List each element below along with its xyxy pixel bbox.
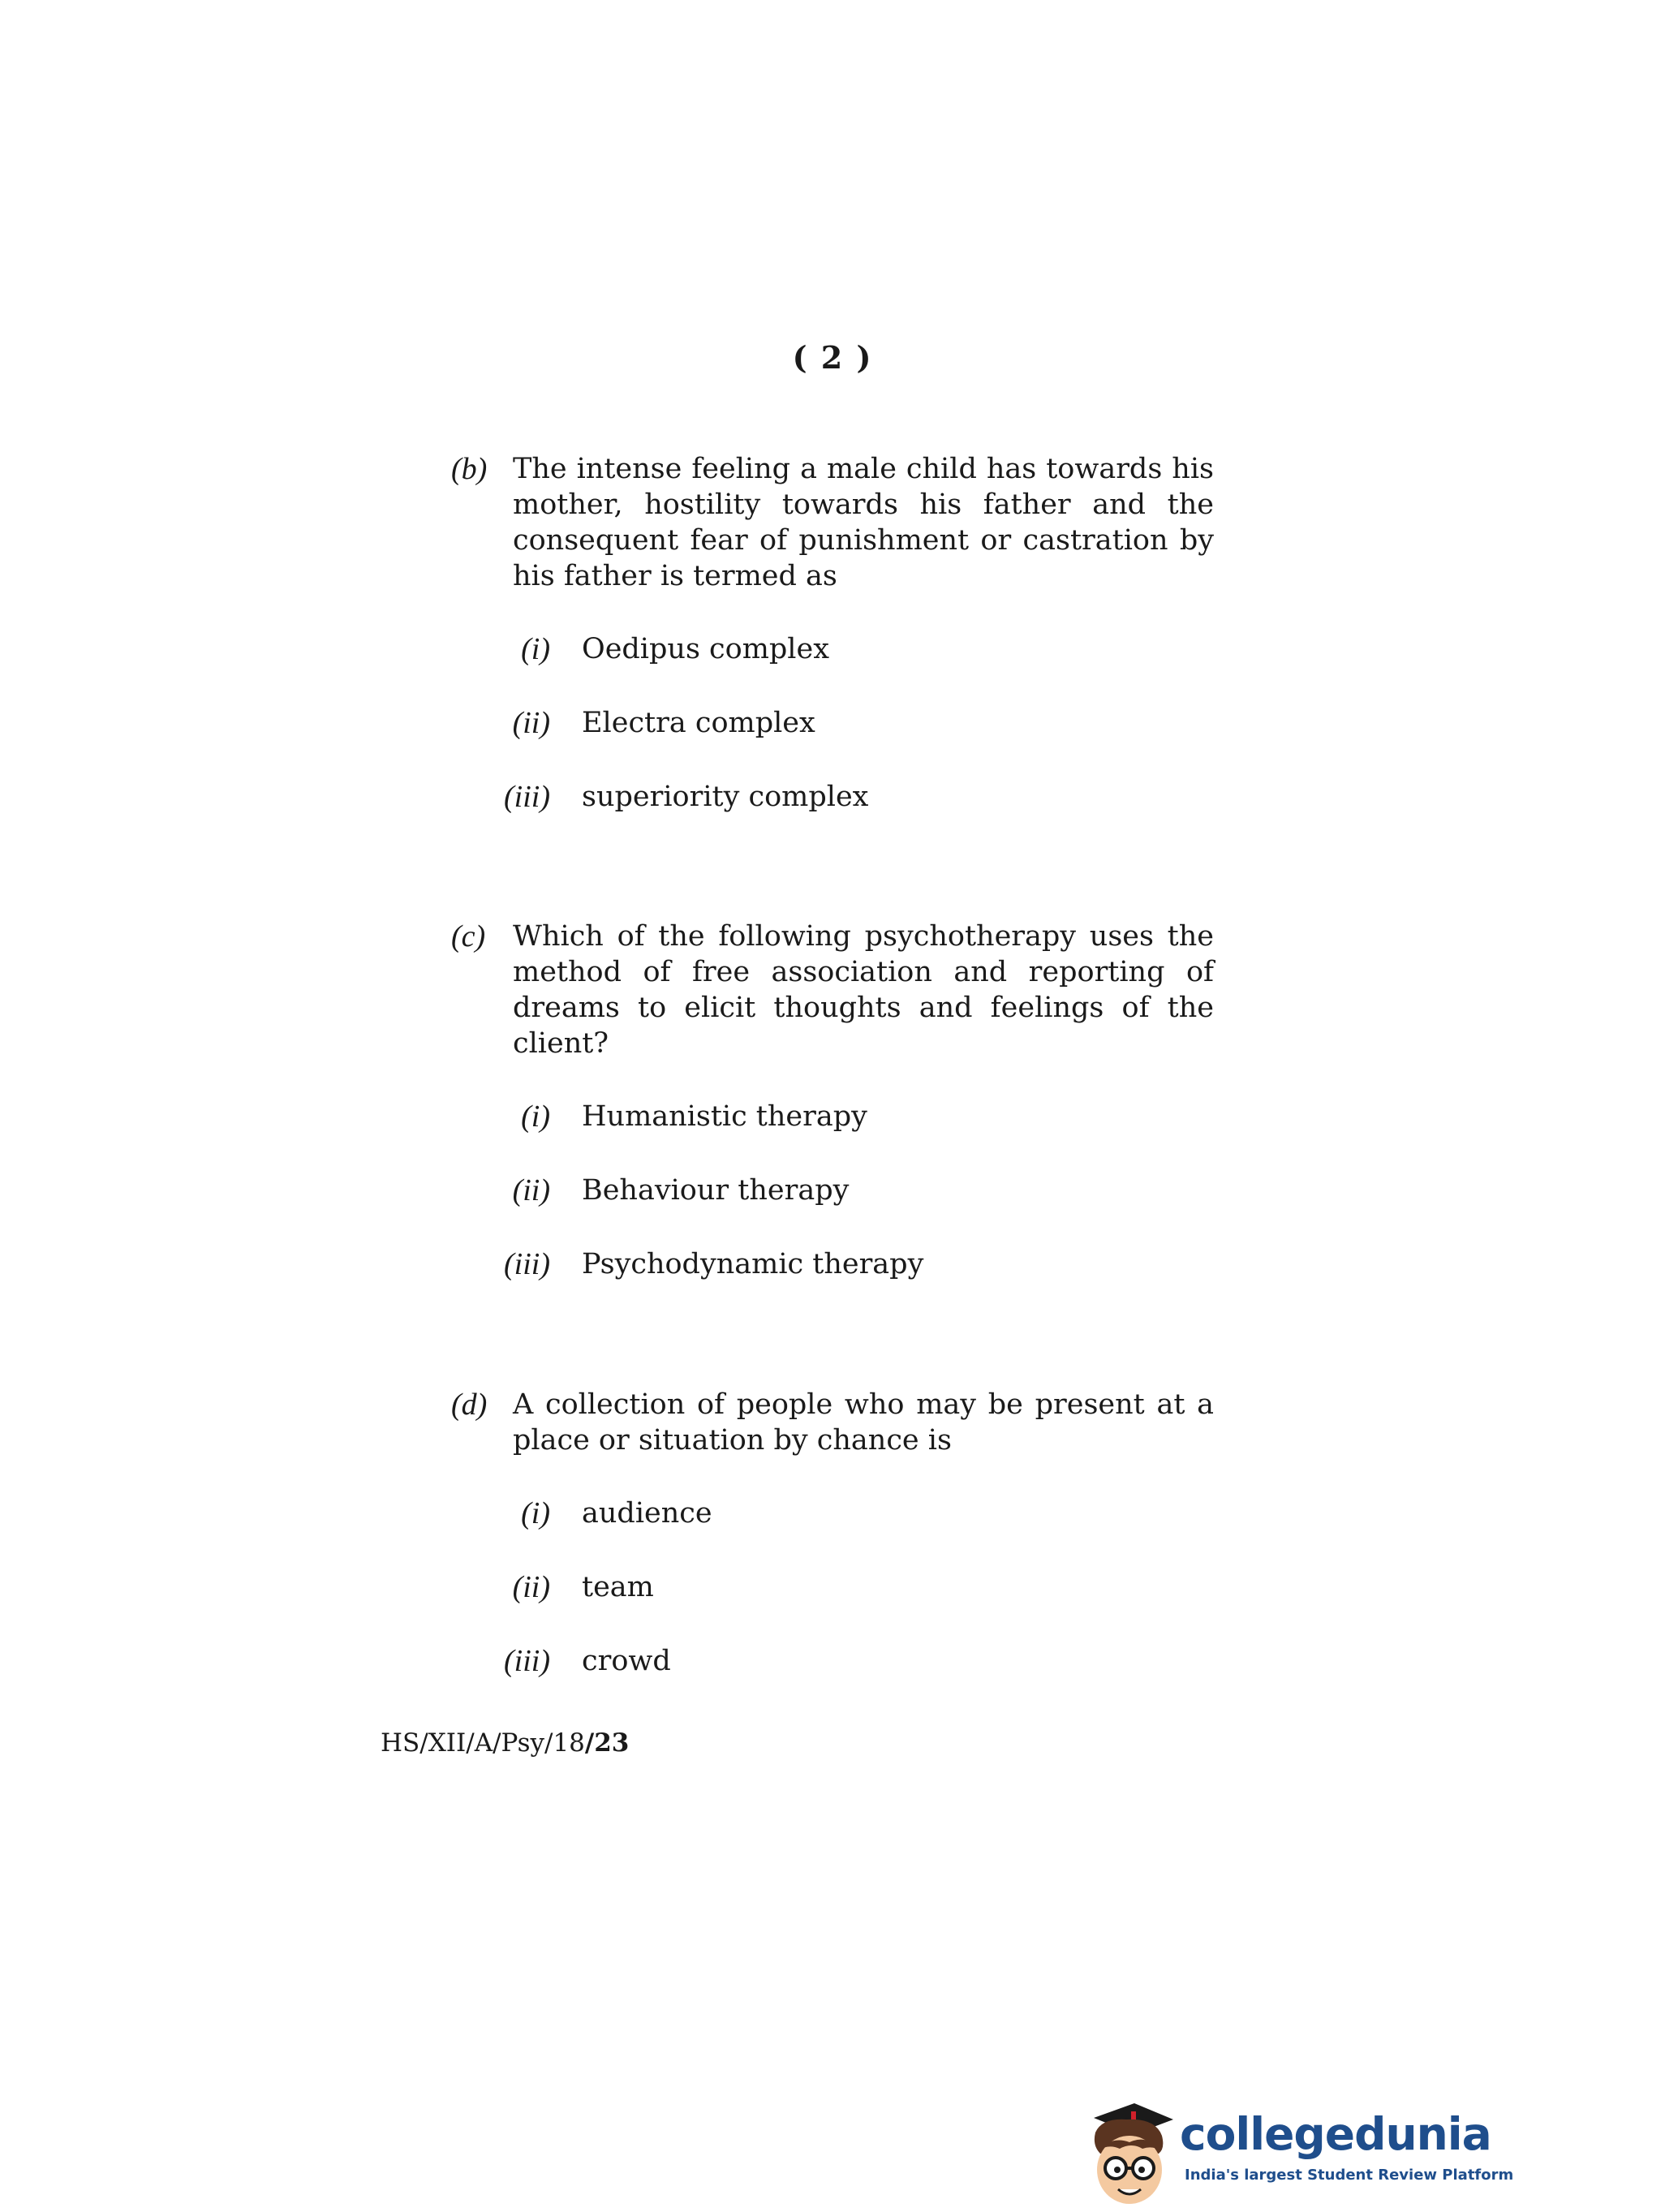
option-label: (ii)	[512, 1173, 550, 1207]
option-label: (i)	[521, 1100, 550, 1134]
option-label: (iii)	[504, 780, 550, 814]
option-text: superiority complex	[582, 781, 869, 813]
option-item	[451, 1246, 1214, 1282]
question-label: (b)	[451, 452, 488, 486]
paper-code	[381, 1728, 629, 1758]
option-text: team	[582, 1571, 654, 1603]
question-d	[451, 1387, 1214, 1679]
paper-code-prefix: HS/XII/A/Psy/18	[381, 1728, 585, 1758]
option-text: Behaviour therapy	[582, 1174, 850, 1207]
options-list	[451, 1495, 1214, 1679]
logo-tagline: India's largest Student Review Platform	[1185, 2167, 1514, 2184]
question-text: Which of the following psychotherapy uses the method of free association and reporting of dreams to elicit thoughts and feelings of the client?	[513, 920, 1214, 1060]
option-item	[451, 1099, 1214, 1134]
page-number: ( 2 )	[792, 339, 873, 376]
options-list	[451, 631, 1214, 815]
option-item	[451, 1173, 1214, 1208]
option-label: (iii)	[504, 1247, 550, 1281]
question-label: (c)	[451, 919, 486, 953]
question-label: (d)	[451, 1388, 488, 1422]
option-label: (i)	[521, 632, 550, 666]
option-label: (ii)	[512, 706, 550, 740]
option-text: audience	[582, 1497, 712, 1530]
option-item	[451, 631, 1214, 667]
option-text: Psychodynamic therapy	[582, 1248, 924, 1280]
option-text: crowd	[582, 1645, 671, 1677]
student-mascot-icon	[1078, 2100, 1183, 2212]
option-item	[451, 1569, 1214, 1605]
option-item	[451, 1643, 1214, 1679]
question-text: The intense feeling a male child has towards his mother, hostility towards his father and the consequent fear of punishment or castration by his father is termed as	[513, 453, 1214, 592]
question-c	[451, 919, 1214, 1282]
options-list	[451, 1099, 1214, 1282]
collegedunia-logo	[1078, 2092, 1514, 2212]
option-label: (iii)	[504, 1644, 550, 1678]
question-text: A collection of people who may be present at a place or situation by chance is	[513, 1388, 1214, 1457]
option-item	[451, 705, 1214, 741]
option-text: Electra complex	[582, 707, 815, 739]
question-b	[451, 451, 1214, 815]
option-text: Oedipus complex	[582, 633, 829, 665]
option-label: (i)	[521, 1496, 550, 1530]
option-item	[451, 1495, 1214, 1531]
option-text: Humanistic therapy	[582, 1100, 867, 1133]
option-label: (ii)	[512, 1570, 550, 1604]
paper-code-suffix: /23	[584, 1728, 630, 1758]
option-item	[451, 779, 1214, 815]
logo-wordmark: collegedunia	[1180, 2108, 1491, 2160]
